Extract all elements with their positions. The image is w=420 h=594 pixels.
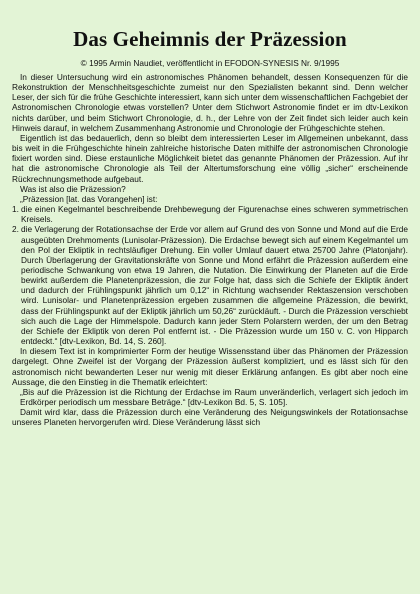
paragraph-chronology: Eigentlich ist das bedauerlich, denn so bleibt dem interessierten Leser im Allgemeinen unbekannt, dass bis weit in die Frühgeschichte hinein zahlreiche historische Daten mithilfe der astronomischen Chronologie fixiert worden sind. Diese erstaunliche Möglichkeit bietet das genannte Phänomen der Präzession. Auf ihr hat die astronomische Chronologie als Teil der Altertumsforschung eine völlig „sicher“ erscheinende Rückrechnungsmethode aufgebaut. — [12, 132, 408, 184]
list-text: die einen Kegelmantel beschreibende Drehbewegung der Figurenachse eines schweren symmetrischen Kreisels. — [21, 204, 408, 225]
list-item — [12, 204, 408, 224]
list-number: 2. — [12, 224, 19, 235]
article-body — [12, 72, 408, 427]
list-text: die Verlagerung der Rotationsachse der Erde vor allem auf Grund des von Sonne und Mond auf die Erde ausgeübten Drehmoments (Lunisolar-Präzession). Die Erdachse bewegt sich auf einem Kegelmantel um den Pol der Ekliptik in rechtsläufiger Drehung. Ein voller Umlauf dauert etwa 25700 Jahre (Platonjahr). Durch Überlagerung der Gravitationskräfte von Sonne und Mond erfährt die Präzession außerdem eine periodische Schwankung von etwa 19 Jahren, die Nutation. Die Einwirkung der Planeten auf die Erde bewirkt außerdem die Planetenpräzession, die zur Folge hat, dass sich die Schiefe der Ekliptik ändert und dadurch der Frühlingspunkt jährlich um 0,12“ in Richtung wachsender Rektaszension verschoben wird. Lunisolar- und Planetenpräzession ergeben zusammen die allgemeine Präzession, die bewirkt, dass der Frühlingspunkt auf der Ekliptik jährlich um 50,26“ zurückläuft. - Durch die Präzession verschiebt sich auch die Lage der Himmelspole. Dadurch kann jeder Stern Polarstern werden, der um den Betrag der Schiefe der Ekliptik von deren Pol entfernt ist. - Die Präzession wurde um 150 v. C. von Hipparch entdeckt.“ [dtv-Lexikon, Bd. 14, S. 260]. — [21, 224, 408, 347]
quote-citation: „Bis auf die Präzession ist die Richtung der Erdachse im Raum unveränderlich, verlagert sich jedoch im Erdkörper periodisch um messbare Beträge.“ [dtv-Lexikon Bd. 5, S. 105]. — [20, 386, 408, 407]
list-number: 1. — [12, 204, 19, 215]
byline: © 1995 Armin Naudiet, veröffentlicht in EFODON-SYNESIS Nr. 9/1995 — [80, 58, 340, 68]
question-line: Was ist also die Präzession? — [20, 183, 126, 194]
definition-intro: „Präzession [lat. das Vorangehen] ist: — [20, 193, 158, 204]
paragraph-summary: In diesem Text ist in komprimierter Form der heutige Wissensstand über das Phänomen der Präzession dargelegt. Ohne Zweifel ist der Vorgang der Präzession äußerst kompliziert, und es lässt sich für den astronomisch nicht bewanderten Leser nur wenig mit dieser Erklärung anfangen. Es gibt aber noch eine Aussage, die den Einstieg in die Thematik erleichtert: — [12, 346, 408, 387]
list-item — [12, 224, 408, 346]
paragraph-intro: In dieser Untersuchung wird ein astronomisches Phänomen behandelt, dessen Konsequenzen für die Rekonstruktion der Menschheitsgeschichte zumeist nur den Spezialisten bekannt sind. Denn welcher Leser, der sich für die frühe Geschichte interessiert, kann sich unter dem wissenschaftlichen Fachgebiet der Astronomischen Chronologie etwas vorstellen? Unter dem Stichwort Astronomie findet er im dtv-Lexikon nichts darüber, und beim Stichwort Chronologie, d. h., der Lehre von der Zeit findet sich leider auch kein Hinweis darauf, in welchem Zusammenhang Astronomie und Chronologie der Frühgeschichte stehen. — [12, 72, 408, 133]
document-title: Das Geheimnis der Präzession — [73, 27, 347, 51]
paragraph-conclusion: Damit wird klar, dass die Präzession durch eine Veränderung des Neigungswinkels der Rotationsachse unseres Planeten hervorgerufen wird. Diese Veränderung lässt sich — [12, 407, 408, 428]
